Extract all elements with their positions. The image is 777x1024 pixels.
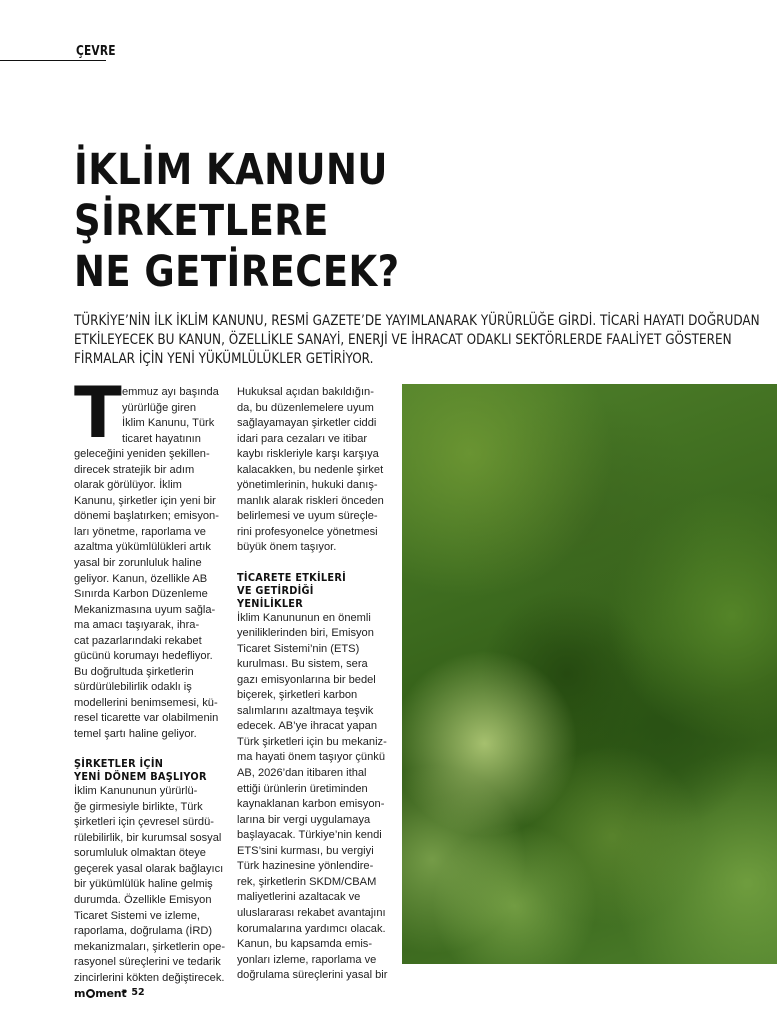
section-label: ÇEVRE xyxy=(76,44,116,59)
text-line: şirketleri için çevresel sürdü- xyxy=(74,816,214,829)
text-line: geliyor. Kanun, özellikle AB xyxy=(74,572,208,585)
subhead-line: ŞİRKETLER İÇİN xyxy=(74,758,164,771)
text-line: olarak görülüyor. İklim xyxy=(74,479,182,492)
text-line: maliyetlerini azaltacak ve xyxy=(237,891,361,904)
text-line: ticaret hayatının xyxy=(122,432,201,445)
legal-body xyxy=(237,385,389,556)
text-line: bir yükümlülük haline gelmiş xyxy=(74,878,213,891)
text-line: dönemi başlatırken; emisyon- xyxy=(74,510,219,523)
text-line: sağlayamayan şirketler ciddi xyxy=(237,417,377,430)
text-line: sürdürülebilirlik odaklı iş xyxy=(74,681,192,694)
leaf-bokeh-photo xyxy=(402,384,777,964)
subhead-line: VE GETİRDİĞİ xyxy=(237,584,314,597)
headline xyxy=(74,145,674,298)
text-line: belirlemesi ve uyum süreçle- xyxy=(237,510,378,523)
text-line: yönetimlerinin, hukuki danış- xyxy=(237,479,378,492)
headline-line: İKLİM KANUNU xyxy=(74,145,388,195)
text-line: biçerek, şirketleri karbon xyxy=(237,689,358,702)
text-line: larına bir vergi uygulamaya xyxy=(237,813,371,826)
headline-line: ŞİRKETLERE xyxy=(74,196,329,246)
text-line: azaltma yükümlülükleri artık xyxy=(74,541,211,554)
text-line: da, bu düzenlemelere uyum xyxy=(237,401,374,414)
text-line: Hukuksal açıdan bakıldığın- xyxy=(237,386,374,398)
subhead-line: YENİ DÖNEM BAŞLIYOR xyxy=(74,771,207,784)
text-line: yonları izleme, raporlama ve xyxy=(237,953,377,966)
text-line: Kanunu, şirketler için yeni bir xyxy=(74,494,216,507)
text-line: zincirlerini kökten değiştirecek. xyxy=(74,971,225,984)
text-line: ma hayati önem taşıyor çünkü xyxy=(237,751,385,764)
text-line: gücünü korumayı hedefliyor. xyxy=(74,650,213,663)
text-line: modellerini benimsemesi, kü- xyxy=(74,696,218,709)
text-line: kaynaklanan karbon emisyon- xyxy=(237,798,385,811)
text-line: cat pazarlarındaki rekabet xyxy=(74,634,202,647)
text-line: yasal bir zorunluluk haline xyxy=(74,557,202,570)
text-line: mekanizmaları, şirketlerin ope- xyxy=(74,940,226,953)
text-line: gazı emisyonlarına bir bedel xyxy=(237,673,376,686)
article-column-1 xyxy=(74,372,226,986)
text-line: ettiği ürünlerin üretiminden xyxy=(237,782,368,795)
text-line: Türk hazinesine yönlendire- xyxy=(237,860,374,873)
subhead-line: YENİLİKLER xyxy=(237,597,304,610)
text-line: AB, 2026’dan itibaren ithal xyxy=(237,767,367,780)
text-line: İklim Kanunu, Türk xyxy=(122,417,215,430)
text-line: rini profesyonelce yönetmesi xyxy=(237,525,378,538)
text-line: geleceğini yeniden şekillen- xyxy=(74,448,210,461)
text-line: yeniliklerinden biri, Emisyon xyxy=(237,627,374,640)
new-era-body xyxy=(74,784,226,986)
text-line: uluslararası rekabet avantajını xyxy=(237,906,386,919)
text-line: geçerek yasal olarak bağlayıcı xyxy=(74,862,224,875)
text-line: manlık alarak riskleri önceden xyxy=(237,494,384,507)
subhead-new-era xyxy=(74,758,226,784)
logo-o-icon xyxy=(86,989,95,998)
page-number: • 52 xyxy=(122,987,145,998)
text-line: rasyonel süreçlerini ve tedarik xyxy=(74,956,221,969)
text-line: salımlarını azaltmaya teşvik xyxy=(237,704,374,717)
logo-text: ment xyxy=(95,987,127,1000)
text-line: Mekanizmasına uyum sağla- xyxy=(74,603,216,616)
text-line: kalacakken, bu nedenle şirket xyxy=(237,463,384,476)
dropcap-paragraph xyxy=(74,372,226,454)
text-line: direcek stratejik bir adım xyxy=(74,463,195,476)
text-line: Ticaret Sistemi’nin (ETS) xyxy=(237,642,360,655)
subhead-trade-effects xyxy=(237,572,389,611)
text-line: korumalarına yardımcı olacak. xyxy=(237,922,386,935)
text-line: Sınırda Karbon Düzenleme xyxy=(74,588,208,601)
text-line: kaybı riskleriyle karşı karşıya xyxy=(237,448,379,461)
text-line: resel ticarette var olabilmenin xyxy=(74,712,219,725)
text-line: yürürlüğe giren xyxy=(122,401,196,414)
dropcap-letter: T xyxy=(74,372,122,454)
text-line: raporlama, doğrulama (İRD) xyxy=(74,925,213,938)
text-line: rek, şirketlerin SKDM/CBAM xyxy=(237,875,377,888)
section-rule xyxy=(0,60,106,61)
text-line: İklim Kanununun en önemli xyxy=(237,611,371,624)
lead-line: FİRMALAR İÇİN YENİ YÜKÜMLÜLÜKLER GETİRİYOR. xyxy=(74,351,374,367)
article-column-2 xyxy=(237,385,389,984)
text-line: Kanun, bu kapsamda emis- xyxy=(237,938,373,951)
text-line: idari para cezaları ve itibar xyxy=(237,432,368,445)
text-line: ma amacı taşıyarak, ihra- xyxy=(74,619,200,632)
text-line: ETS’sini kurması, bu vergiyi xyxy=(237,844,374,857)
text-line: ları yönetme, raporlama ve xyxy=(74,525,206,538)
logo-text: m xyxy=(74,987,86,1000)
lead-line: ETKİLEYECEK BU KANUN, ÖZELLİKLE SANAYİ, ENERJİ VE İHRACAT ODAKLI SEKTÖRLERDE FAALİYET GÖSTEREN xyxy=(74,332,732,348)
text-line: kurulması. Bu sistem, sera xyxy=(237,658,368,671)
text-line: doğrulama süreçlerini yasal bir xyxy=(237,969,388,982)
text-line: Ticaret Sistemi ve izleme, xyxy=(74,909,200,922)
text-line: Türk şirketleri için bu mekaniz- xyxy=(237,735,387,748)
text-line: başlayacak. Türkiye’nin kendi xyxy=(237,829,382,842)
text-line: Bu doğrultuda şirketlerin xyxy=(74,665,194,678)
text-line: büyük önem taşıyor. xyxy=(237,541,337,554)
text-line: rülebilirlik, bir kurumsal sosyal xyxy=(74,831,222,844)
magazine-logo xyxy=(74,987,126,1000)
text-line: durumda. Özellikle Emisyon xyxy=(74,893,212,906)
lead-line: TÜRKİYE’NİN İLK İKLİM KANUNU, RESMİ GAZETE’DE YAYIMLANARAK YÜRÜRLÜĞE GİRDİ. TİCARİ HAYATI DOĞRUDAN xyxy=(74,313,760,329)
trade-effects-body xyxy=(237,611,389,984)
subhead-line: TİCARETE ETKİLERİ xyxy=(237,571,347,584)
text-line: temel şartı haline geliyor. xyxy=(74,728,197,741)
text-line: sorumluluk olmaktan öteye xyxy=(74,847,206,860)
text-line: edecek. AB’ye ihracat yapan xyxy=(237,720,377,733)
text-line: ğe girmesiyle birlikte, Türk xyxy=(74,800,203,813)
intro-body xyxy=(74,447,226,742)
headline-line: NE GETİRECEK? xyxy=(74,247,400,297)
lead-paragraph xyxy=(74,312,764,369)
text-line: İklim Kanununun yürürlü- xyxy=(74,785,198,798)
text-line: emmuz ayı başında xyxy=(122,386,219,398)
